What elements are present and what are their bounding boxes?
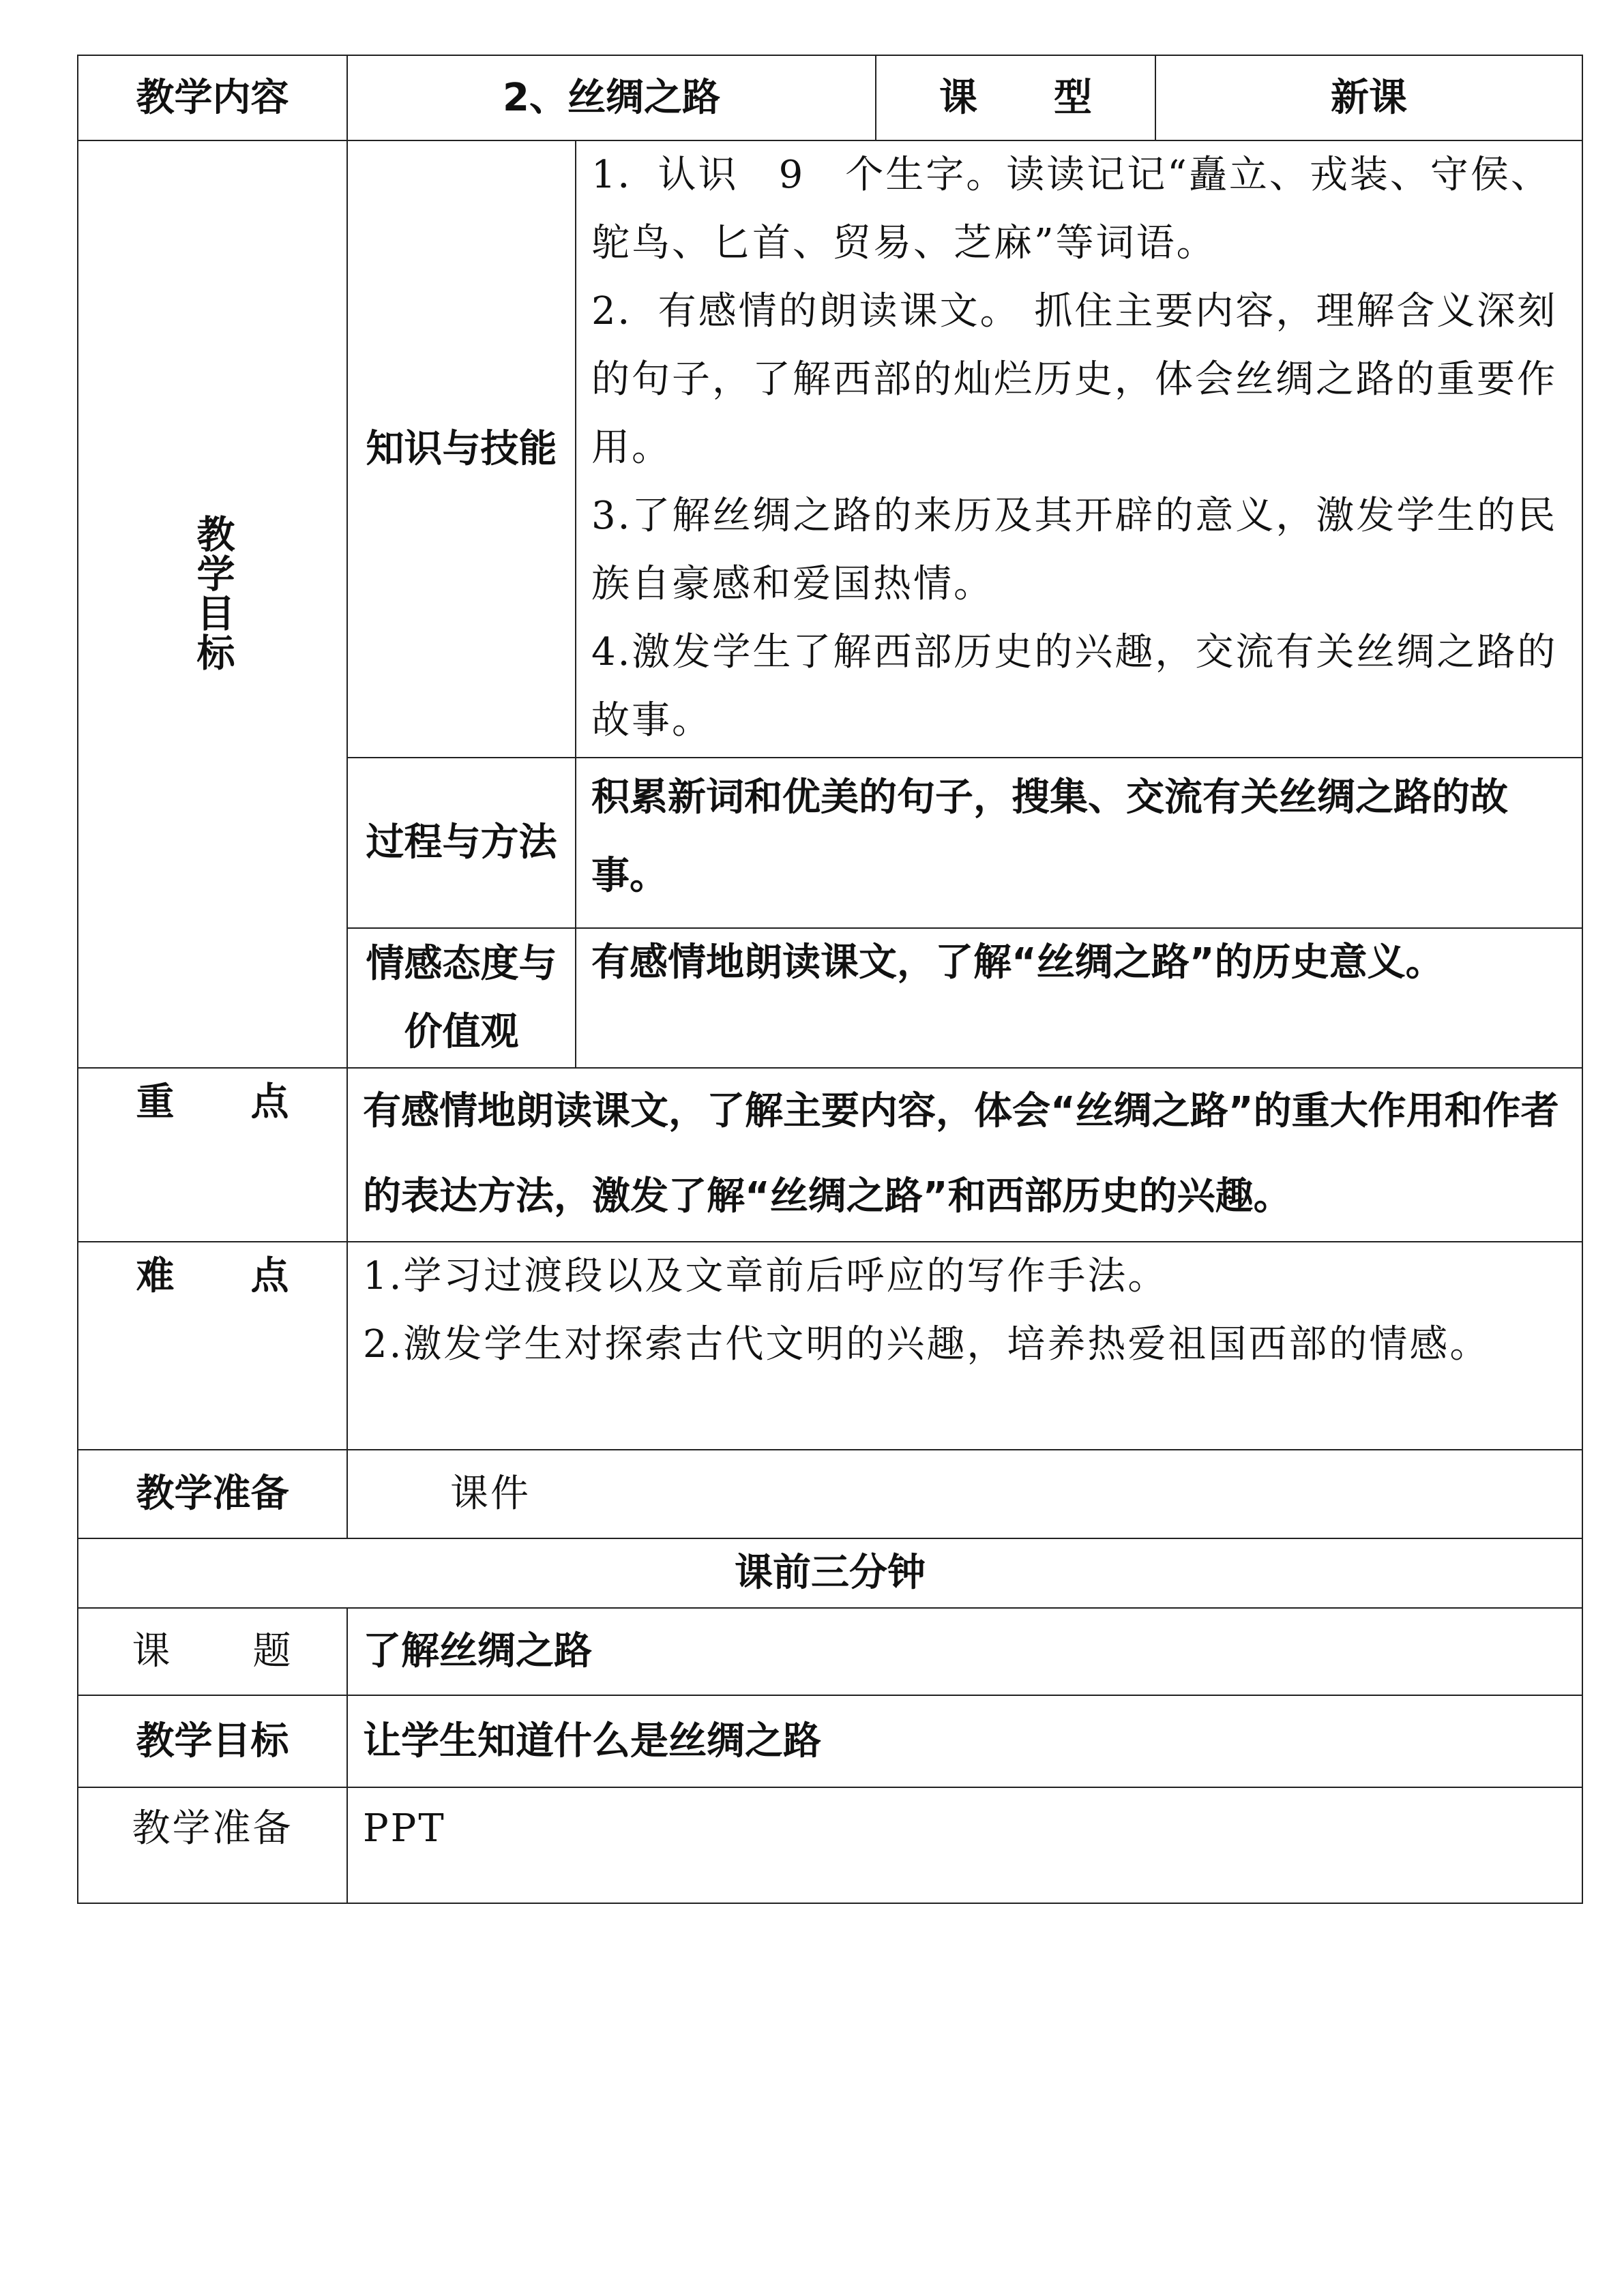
objectives-label: 教学目标 (190, 514, 235, 672)
goal-value: 让学生知道什么是丝绸之路 (347, 1695, 1582, 1787)
pre-class-goal-row (78, 1695, 1582, 1787)
pre-class-prep-row (78, 1787, 1582, 1903)
preparation-value: 课件 (347, 1450, 1582, 1538)
pre-class-prep-value: PPT (347, 1787, 1582, 1903)
goal-label: 教学目标 (78, 1695, 347, 1787)
process-label: 过程与方法 (347, 758, 576, 928)
knowledge-item: 1．认识 9 个生字。读读记记“矗立、戎装、守侯、鸵鸟、匕首、贸易、芝麻”等词语。 (591, 153, 1551, 265)
lesson-plan-table (77, 55, 1583, 1904)
topic-value: 了解丝绸之路 (347, 1608, 1582, 1695)
process-content: 积累新词和优美的句子，搜集、交流有关丝绸之路的故事。 (576, 758, 1582, 928)
objectives-label-cell (78, 140, 347, 1068)
knowledge-item: 4.激发学生了解西部历史的兴趣，交流有关丝绸之路的故事。 (591, 630, 1558, 743)
difficulties-row (78, 1242, 1582, 1450)
preparation-label: 教学准备 (78, 1450, 347, 1538)
pre-class-title-row (78, 1538, 1582, 1608)
knowledge-item: 3.了解丝绸之路的来历及其开辟的意义，激发学生的民族自豪感和爱国热情。 (591, 494, 1558, 606)
type-value: 新课 (1155, 55, 1582, 140)
knowledge-content (576, 140, 1582, 758)
difficulties-label: 难 点 (78, 1242, 347, 1450)
preparation-row (78, 1450, 1582, 1538)
difficulties-content (347, 1242, 1582, 1450)
key-points-row (78, 1068, 1582, 1242)
difficulty-item: 2.激发学生对探索古代文明的兴趣，培养热爱祖国西部的情感。 (363, 1322, 1490, 1367)
pre-class-topic-row (78, 1608, 1582, 1695)
key-points-label: 重 点 (78, 1068, 347, 1242)
pre-class-title: 课前三分钟 (78, 1538, 1582, 1608)
key-points-content: 有感情地朗读课文，了解主要内容，体会“丝绸之路”的重大作用和作者的表达方法，激发了解“丝绸之路”和西部历史的兴趣。 (347, 1068, 1582, 1242)
objective-knowledge-row (78, 140, 1582, 758)
header-row (78, 55, 1582, 140)
knowledge-item: 2．有感情的朗读课文。 抓住主要内容，理解含义深刻的句子，了解西部的灿烂历史，体会丝绸之路的重要作用。 (591, 289, 1558, 470)
emotion-label: 情感态度与价值观 (347, 928, 576, 1068)
difficulty-item: 1.学习过渡段以及文章前后呼应的写作手法。 (363, 1254, 1168, 1298)
lesson-title: 2、丝绸之路 (347, 55, 876, 140)
knowledge-label: 知识与技能 (347, 140, 576, 758)
topic-label: 课 题 (78, 1608, 347, 1695)
pre-class-prep-label: 教学准备 (78, 1787, 347, 1903)
content-label: 教学内容 (78, 55, 347, 140)
type-label: 课 型 (876, 55, 1155, 140)
emotion-content: 有感情地朗读课文，了解“丝绸之路”的历史意义。 (576, 928, 1582, 1068)
